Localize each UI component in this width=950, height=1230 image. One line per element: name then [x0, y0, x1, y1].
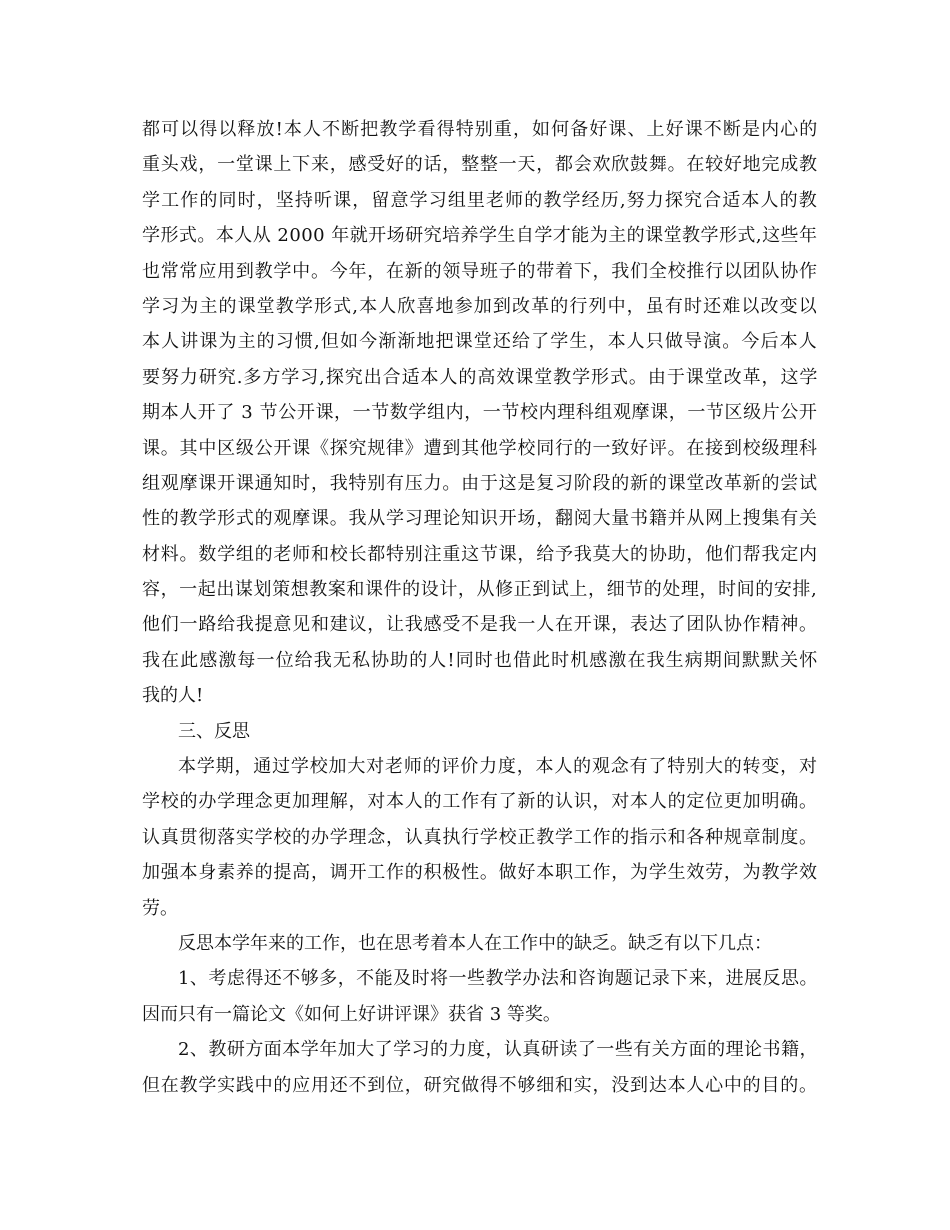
document-body: [142, 112, 817, 1103]
text-line: 组观摩课开课通知时，我特别有压力。由于这是复习阶段的新的课堂改革新的尝试: [142, 472, 818, 494]
text-line: 我在此感激每一位给我无私协助的人!同时也借此时机感激在我生病期间默默关怀: [142, 649, 819, 671]
text-line: 学校的办学理念更加理解，对本人的工作有了新的认识，对本人的定位更加明确。: [142, 791, 818, 813]
text-line: 容，一起出谋划策想教案和课件的设计，从修正到试上，细节的处理，时间的安排,: [142, 579, 818, 601]
text-line: 本人讲课为主的习惯,但如今渐渐地把课堂还给了学生，本人只做导演。今后本人: [142, 331, 818, 353]
text-line: 学工作的同时，坚持听课，留意学习组里老师的教学经历,努力探究合适本人的教: [142, 189, 818, 211]
text-line: 因而只有一篇论文《如何上好讲评课》获省 3 等奖。: [142, 1003, 561, 1025]
text-line: 反思本学年来的工作，也在思考着本人在工作中的缺乏。缺乏有以下几点：: [178, 932, 772, 954]
text-line: 劳。: [142, 897, 178, 919]
text-line: 学形式。本人从 2000 年就开场研究培养学生自学才能为主的课堂教学形式,这些年: [142, 225, 818, 247]
text-line: 但在教学实践中的应用还不到位，研究做得不够细和实，没到达本人心中的目的。: [142, 1074, 818, 1096]
text-line: 三、反思: [178, 720, 250, 742]
text-line: 都可以得以释放!本人不断把教学看得特别重，如何备好课、上好课不断是内心的: [142, 119, 819, 140]
text-line: 认真贯彻落实学校的办学理念，认真执行学校正教学工作的指示和各种规章制度。: [142, 826, 818, 848]
text-line: 加强本身素养的提高，调开工作的积极性。做好本职工作，为学生效劳，为教学效: [142, 862, 818, 884]
text-line: 学习为主的课堂教学形式,本人欣喜地参加到改革的行列中，虽有时还难以改变以: [142, 295, 818, 317]
text-line: 课。其中区级公开课《探究规律》遭到其他学校同行的一致好评。在接到校级理科: [142, 437, 818, 459]
text-line: 他们一路给我提意见和建议，让我感受不是我一人在开课，表达了团队协作精神。: [142, 614, 818, 636]
text-line: 性的教学形式的观摩课。我从学习理论知识开场，翻阅大量书籍并从网上搜集有关: [142, 508, 818, 530]
text-line: 材料。数学组的老师和校长都特别注重这节课，给予我莫大的协助，他们帮我定内: [142, 543, 818, 565]
text-line: 本学期，通过学校加大对老师的评价力度，本人的观念有了特别大的转变，对: [178, 756, 818, 778]
text-line: 也常常应用到教学中。今年，在新的领导班子的带着下，我们全校推行以团队协作: [142, 260, 818, 282]
text-line: 要努力研究.多方学习,探究出合适本人的高效课堂教学形式。由于课堂改革，这学: [142, 366, 819, 388]
text-line: 1、考虑得还不够多，不能及时将一些教学办法和咨询题记录下来，进展反思。: [178, 968, 818, 990]
text-line: 期本人开了 3 节公开课，一节数学组内，一节校内理科组观摩课，一节区级片公开: [142, 402, 818, 424]
text-line: 重头戏，一堂课上下来，感受好的话，整整一天，都会欢欣鼓舞。在较好地完成教: [142, 154, 818, 176]
text-line: 2、教研方面本学年加大了学习的力度，认真研读了一些有关方面的理论书籍，: [178, 1039, 818, 1061]
text-line: 我的人!: [142, 685, 204, 707]
